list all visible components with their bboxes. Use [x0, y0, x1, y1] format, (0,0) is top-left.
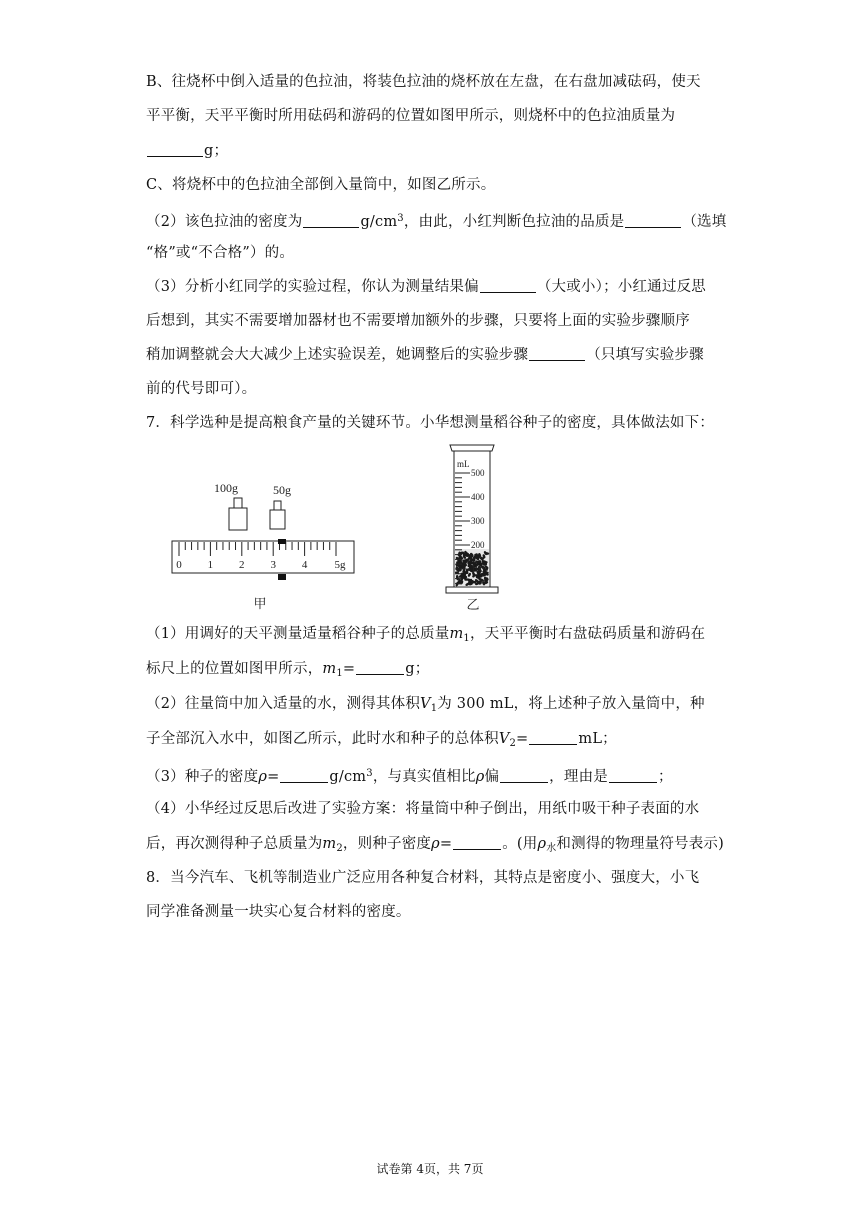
- cylinder-tick-label: 200: [471, 540, 485, 550]
- text-line: “格”或“不合格”）的。: [146, 245, 295, 261]
- scale-label: 5g: [334, 559, 346, 571]
- cylinder-unit: mL: [457, 459, 470, 469]
- answer-blank[interactable]: [303, 213, 359, 228]
- scale-label: 1: [207, 559, 214, 571]
- weight-100g: [229, 498, 247, 530]
- cylinder-tick-label: 500: [471, 468, 485, 478]
- scale-label: 2: [239, 559, 245, 571]
- figure-jia-balance-scale: [168, 478, 368, 612]
- weight-50g-label: 50g: [273, 483, 291, 497]
- cylinder-rim: [450, 445, 494, 451]
- text-line: 标尺上的位置如图甲所示，$m_1= g$；: [146, 661, 430, 679]
- text-line: 后想到，其实不需要增加器材也不需要增加额外的步骤，只要将上面的实验步骤顺序: [146, 313, 690, 329]
- text-line: （2）往量筒中加入适量的水，测得其体积$V_1$为 300 mL，将上述种子放入量筒中，种: [146, 696, 705, 714]
- answer-blank[interactable]: [453, 835, 501, 850]
- answer-blank[interactable]: [529, 346, 585, 361]
- page-footer: 试卷第 4页，共 7页: [376, 1162, 484, 1176]
- weight-50g: [270, 501, 285, 529]
- answer-blank[interactable]: [147, 142, 203, 157]
- figure-yi-caption: 乙: [466, 597, 480, 612]
- text-line: g；: [146, 141, 228, 161]
- cylinder-base: [446, 587, 498, 593]
- cylinder-tick-label: 300: [471, 516, 485, 526]
- text-line: 前的代号即可）。: [146, 381, 257, 397]
- text-line: B、往烧杯中倒入适量的色拉油，将装色拉油的烧杯放在左盘，在右盘加减砝码，使天: [146, 74, 701, 90]
- question-7-stem: 7．科学选种是提高粮食产量的关键环节。小华想测量稻谷种子的密度，具体做法如下：: [146, 415, 715, 431]
- text-line: （1）用调好的天平测量适量稻谷种子的总质量$m_1$，天平平衡时右盘砝码质量和游码在: [146, 626, 706, 644]
- scale-ruler: [172, 541, 354, 573]
- answer-blank[interactable]: [625, 213, 681, 228]
- answer-blank[interactable]: [480, 278, 536, 293]
- text-line: 平平衡，天平平衡时所用砝码和游码的位置如图甲所示，则烧杯中的色拉油质量为: [146, 108, 676, 124]
- text-line: 后，再次测得种子总质量为$m_2$，则种子密度ρ= 。(用$\rho_水$和测得的物理量符号表示): [146, 836, 724, 854]
- scale-label: 4: [301, 559, 308, 571]
- text-line: 同学准备测量一块实心复合材料的密度。: [146, 904, 411, 920]
- answer-blank[interactable]: [356, 660, 404, 675]
- question-8-stem: 8．当今汽车、飞机等制造业广泛应用各种复合材料，其特点是密度小、强度大，小飞: [146, 870, 700, 886]
- text-line: C、将烧杯中的色拉油全部倒入量筒中，如图乙所示。: [146, 177, 496, 193]
- text-line: （2）该色拉油的密度为 $g/cm^3$，由此，小红判断色拉油的品质是 （选填: [146, 213, 727, 230]
- answer-blank[interactable]: [609, 768, 657, 783]
- figure-jia-caption: 甲: [253, 596, 267, 611]
- text-line: （3）种子的密度$\rho= g/cm^3$，与真实值相比ρ偏 ，理由是 ；: [146, 768, 673, 785]
- text-line: 子全部沉入水中，如图乙所示，此时水和种子的总体积$V_2=$ mL；: [146, 731, 617, 749]
- cylinder-tick-label: 400: [471, 492, 485, 502]
- text-line: 稍加调整就会大大减少上述实验误差，她调整后的实验步骤 （只填写实验步骤: [146, 347, 704, 363]
- scale-label: 3: [270, 559, 276, 571]
- answer-blank[interactable]: [280, 768, 328, 783]
- text-line: （3）分析小红同学的实验过程，你认为测量结果偏 （大或小）；小红通过反思: [146, 279, 706, 295]
- text-line: （4）小华经过反思后改进了实验方案：将量筒中种子倒出，用纸巾吸干种子表面的水: [146, 801, 700, 817]
- rider-top: [278, 539, 286, 544]
- cylinder-tick-label: 100: [471, 564, 485, 574]
- scale-label: 0: [176, 559, 182, 571]
- weight-100g-label: 100g: [214, 481, 238, 495]
- rider-bottom: [278, 574, 286, 580]
- figure-yi-graduated-cylinder: [440, 441, 510, 613]
- answer-blank[interactable]: [500, 768, 548, 783]
- answer-blank[interactable]: [529, 730, 577, 745]
